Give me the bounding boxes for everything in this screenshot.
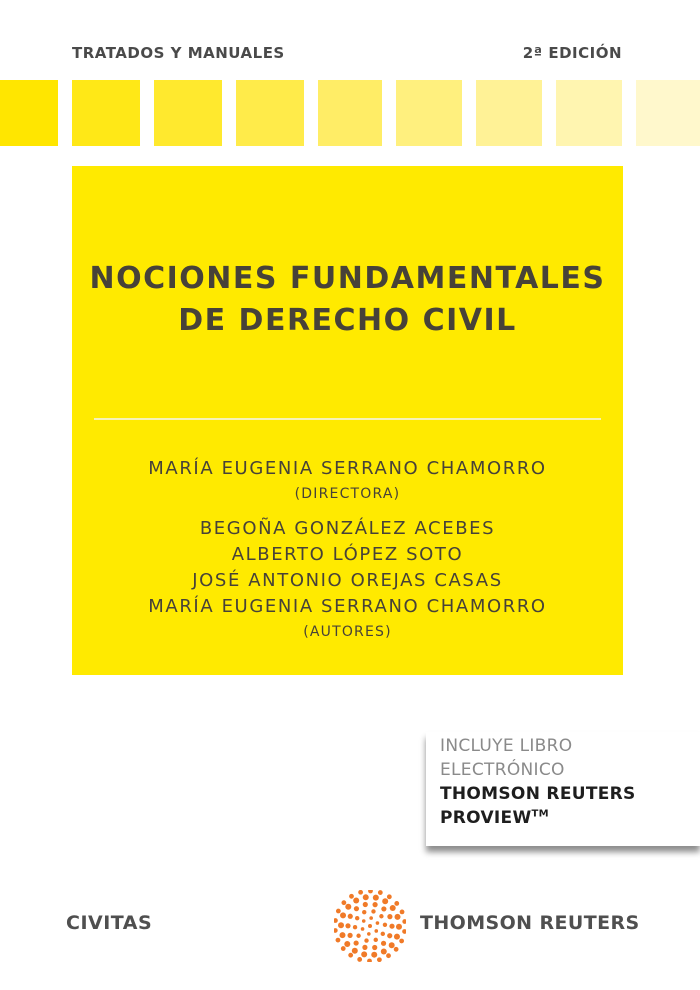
title-line-1: NOCIONES FUNDAMENTALES — [89, 261, 606, 296]
strip-block — [318, 80, 382, 146]
ebook-line-1: INCLUYE LIBRO — [440, 736, 573, 756]
director-role: (DIRECTORA) — [294, 486, 401, 502]
author-name: JOSÉ ANTONIO OREJAS CASAS — [192, 570, 503, 591]
strip-block — [0, 80, 58, 146]
director-name: MARÍA EUGENIA SERRANO CHAMORRO — [148, 458, 547, 479]
strip-block — [72, 80, 140, 146]
strip-block — [636, 80, 700, 146]
strip-block — [396, 80, 462, 146]
author-name: BEGOÑA GONZÁLEZ ACEBES — [199, 518, 496, 539]
author-list — [72, 456, 623, 644]
strip-block — [236, 80, 304, 146]
strip-block — [154, 80, 222, 146]
book-title — [72, 258, 623, 342]
ebook-line-4 — [440, 808, 549, 828]
thomson-reuters-dots-icon — [334, 890, 406, 962]
authors-role: (AUTORES) — [303, 624, 392, 640]
strip-block — [556, 80, 622, 146]
ebook-badge — [426, 732, 700, 846]
title-panel — [72, 166, 623, 675]
trademark-mark: TM — [531, 808, 549, 820]
imprint-name: CIVITAS — [66, 912, 153, 934]
author-name: ALBERTO LÓPEZ SOTO — [231, 544, 464, 565]
proview-label: PROVIEW — [440, 808, 532, 828]
strip-block — [476, 80, 542, 146]
edition-label: 2ª EDICIÓN — [522, 44, 622, 62]
title-line-2: DE DERECHO CIVIL — [178, 303, 517, 338]
divider — [94, 418, 601, 420]
ebook-line-2: ELECTRÓNICO — [440, 760, 565, 780]
ebook-line-3: THOMSON REUTERS — [440, 784, 636, 804]
author-name: MARÍA EUGENIA SERRANO CHAMORRO — [148, 596, 547, 617]
series-label: TRATADOS Y MANUALES — [72, 44, 285, 62]
publisher-name: THOMSON REUTERS — [420, 912, 640, 934]
